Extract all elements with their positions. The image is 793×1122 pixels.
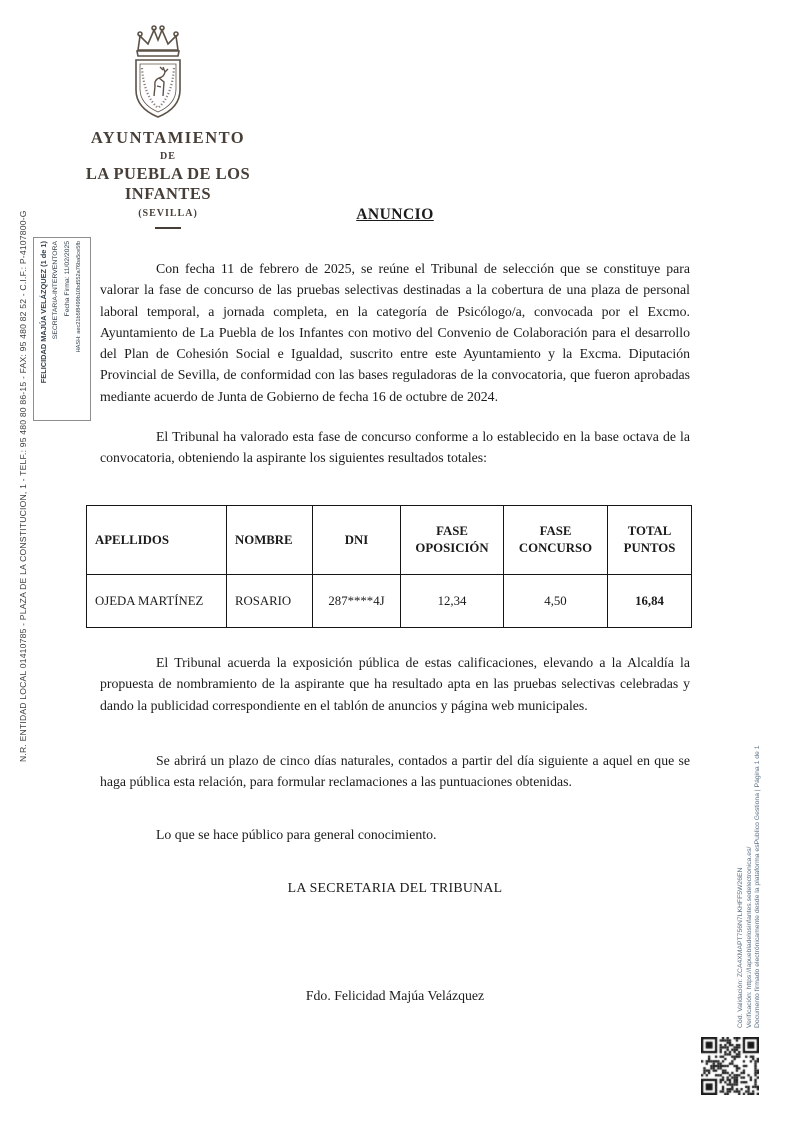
org-name-line3: LA PUEBLA DE LOS INFANTES (85, 164, 251, 203)
right-margin-validation-info (737, 636, 763, 1028)
signature-role: LA SECRETARIA DEL TRIBUNAL (287, 880, 503, 895)
stamp-signer-role: SECRETARIA-INTERVENTORA (52, 241, 59, 340)
cell-fase-oposicion: 12,34 (401, 575, 504, 628)
col-header-total-puntos: TOTAL PUNTOS (608, 506, 692, 575)
signature-name: Fdo. Felicidad Majúa Velázquez (305, 988, 485, 1003)
stamp-signer-name: FELICIDAD MAJÚA VELÁZQUEZ (1 de 1) (39, 241, 48, 384)
org-name-line1: AYUNTAMIENTO (90, 128, 246, 147)
cell-nombre: ROSARIO (227, 575, 313, 628)
digital-signature-stamp (37, 241, 85, 415)
paragraph-agreement: El Tribunal acuerda la exposición pública de estas calificaciones, elevando a la Alcaldía la propuesta de nombramiento de la aspirante que ha resultado apta en las pruebas selectivas celebradas y dando la publicidad correspondiente en el tablón de anuncios y página web municipales. (100, 655, 690, 713)
results-table (86, 505, 692, 628)
org-province: (SEVILLA) (138, 208, 198, 219)
cell-total-puntos: 16,84 (608, 575, 692, 628)
cell-dni: 287****4J (313, 575, 401, 628)
cell-fase-concurso: 4,50 (504, 575, 608, 628)
cell-apellidos: OJEDA MARTÍNEZ (87, 575, 227, 628)
validation-code: Cód. Validación: ZCA4XMAPT756N7LKHFF5W26EN (737, 867, 744, 1028)
table-row (87, 575, 692, 628)
col-header-fase-oposicion: FASE OPOSICIÓN (401, 506, 504, 575)
paragraph-intro: Con fecha 11 de febrero de 2025, se reúne el Tribunal de selección que se constituye para valorar la fase de concurso de las pruebas selectivas destinadas a la cobertura de una plaza de personal laboral temporal, a jornada completa, en la categoría de Psicólogo/a, convocada por el Excmo. Ayuntamiento de La Puebla de los Infantes con motivo del Convenio de Colaboración para el desarrollo del Plan de Cohesión Social e Igualdad, suscrito entre este Ayuntamiento y la Excma. Diputación Provincial de Sevilla, de conformidad con las bases reguladoras de la convocatoria, que fueron aprobadas mediante acuerdo de Junta de Gobierno de fecha 16 de octubre de 2024. (100, 261, 690, 404)
col-header-nombre: NOMBRE (227, 506, 313, 575)
col-header-apellidos: APELLIDOS (87, 506, 227, 575)
left-margin-entity-info: N.R. ENTIDAD LOCAL 01410785 - PLAZA DE LA CONSTITUCION, 1 - TELF.: 95 480 80 86-15 - FAX: 95 480 82 52 - C.I.F.: P-4107800-G (18, 210, 28, 762)
paragraph-closing: Lo que se hace público para general conocimiento. (156, 827, 437, 842)
paragraph-valuation: El Tribunal ha valorado esta fase de concurso conforme a lo establecido en la base octava de la convocatoria, obteniendo la aspirante los siguientes resultados totales: (100, 429, 690, 466)
coat-of-arms-icon (108, 20, 208, 125)
verification-url: Verificación: https://lapuebladelosinfantes.sedelectronica.es/ (745, 846, 753, 1028)
table-header-row (87, 506, 692, 575)
org-name-line2: DE (160, 151, 176, 162)
col-header-dni: DNI (313, 506, 401, 575)
qr-code-icon (701, 1037, 759, 1095)
paragraph-claims-period: Se abrirá un plazo de cinco días naturales, contados a partir del día siguiente a aquel en que se haga pública esta relación, para formular reclamaciones a las puntuaciones obtenidas. (100, 753, 690, 790)
col-header-fase-concurso: FASE CONCURSO (504, 506, 608, 575)
stamp-signature-date: Fecha Firma: 11/02/2025 (64, 241, 71, 317)
stamp-hash: HASH: aec21b5f8499b10bd552a76ba5ce5fb (76, 241, 82, 353)
platform-page-info: Documento firmado electrónicamente desde la plataforma esPublico Gestiona | Página 1 de 1 (754, 745, 762, 1028)
document-title: ANUNCIO (356, 206, 434, 223)
header-divider (155, 227, 181, 229)
